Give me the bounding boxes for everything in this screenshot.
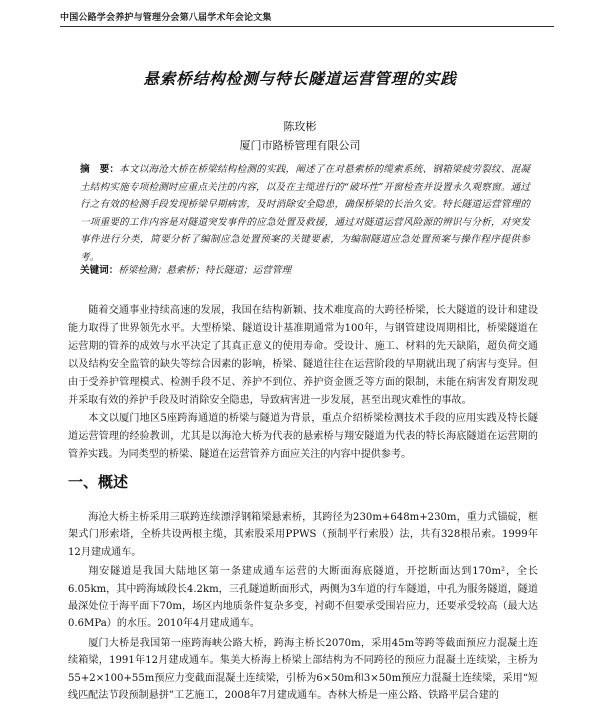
section-heading: 一、概述 [68,473,129,491]
intro-paragraph: 随着交通事业持续高速的发展，我国在结构新颖、技术难度高的大跨径桥梁，长大隧道的设计和建设能力取得了世界领先水平。大型桥梁、隧道设计基准期通常为100年，与钢管建设周期相比，桥梁隧道在运营期的管养的成效与水平决定了其真正意义的使用寿命。受设计、施工、材料的先天缺陷，超负荷交通以及结构安全监管的缺失等综合因素的影响，桥梁、隧道往往在运营阶段的早期就出现了病害与变异。但由于受养护管理模式、检测手段不足、养护不到位、养护资金匮乏等方面的限制，未能在病害发育期发现并采取有效的养护手段及时消除安全隐患，导致病害进一步发展，甚至出现灾难性的事故。 [68,305,538,406]
intro-paragraph: 本文以厦门地区5座跨海通道的桥梁与隧道为背景，重点介绍桥梁检测技术手段的应用实践及特长隧道运营管理的经验教训，尤其是以海沧大桥为代表的悬索桥与翔安隧道为代表的特长海底隧道在运营期的管养实践。为同类型的桥梁、隧道在运营管养方面应关注的内容中提供参考。 [68,413,538,460]
paper-title: 悬索桥结构检测与特长隧道运营管理的实践 [143,70,457,88]
author-name: 陈玫彬 [283,120,317,133]
introduction [68,302,538,464]
body-paragraph: 厦门大桥是我国第一座跨海峡公路大桥，跨海主桥长2070m，采用45m等跨等截面预应力混凝土连续箱梁，1991年12月建成通车。集美大桥海上桥梁上部结构为不同跨径的预应力混凝土连续梁，主桥为55+2×100+55m预应力变截面混凝土连续梁，引桥为6×50m和3×50m预应力混凝土连续梁，采用“短线匹配法节段预制悬拼”工艺施工，2008年7月建成通车。杏林大桥是一座公路、铁路平层合建的 [68,637,538,702]
abstract [80,161,530,267]
keywords-text: 桥梁检测；悬索桥；特长隧道；运营管理 [118,265,292,276]
abstract-label: 摘 要： [80,164,120,175]
keywords [80,262,530,276]
body-paragraph: 海沧大桥主桥采用三联跨连续漂浮钢箱梁悬索桥，其跨径为230m+648m+230m，重力式锚碇，框架式门形索塔，全桥共设两根主缆，其索股采用PPWS（预制平行索股）法，共有328根吊索。1999年12月建成通车。 [68,512,538,558]
running-header: 中国公路学会养护与管理分会第八届学术年会论文集 [60,13,272,23]
header-rule [60,26,554,27]
abstract-text: 本文以海沧大桥在桥梁结构检测的实践，阐述了在对悬索桥的缆索系统、钢箱梁疲劳裂纹、混凝土结构实施专项检测时应重点关注的内容，以及在主缆进行的“破坏性”开窗检查并设置永久观察窗。通过行之有效的检测手段发现桥梁早期病害，及时消除安全隐患，确保桥梁的长治久安。特长隧道运营管理的一项重要的工作内容是对隧道突发事件的应急处置及救援，通过对隧道运营风险源的辨识与分析，对突发事件进行分类，简要分析了编制应急处置预案的关键要素，为编制隧道应急处置预案与操作程序提供参考。 [80,164,531,263]
section-body [68,509,538,704]
body-paragraph: 翔安隧道是我国大陆地区第一条建成通车运营的大断面海底隧道，开挖断面达到170m²，全长6.05km，其中跨海域段长4.2km，三孔隧道断面形式，两侧为3车道的行车隧道，中孔为服务隧道，隧道最深处位于海平面下70m，场区内地质条件复杂多变，衬砌不但要承受围岩应力，还要承受较高（最大达0.6MPa）的水压。2010年4月建成通车。 [68,566,538,630]
keywords-label: 关键词： [80,265,119,276]
author-affiliation: 厦门市路桥管理有限公司 [239,139,361,152]
